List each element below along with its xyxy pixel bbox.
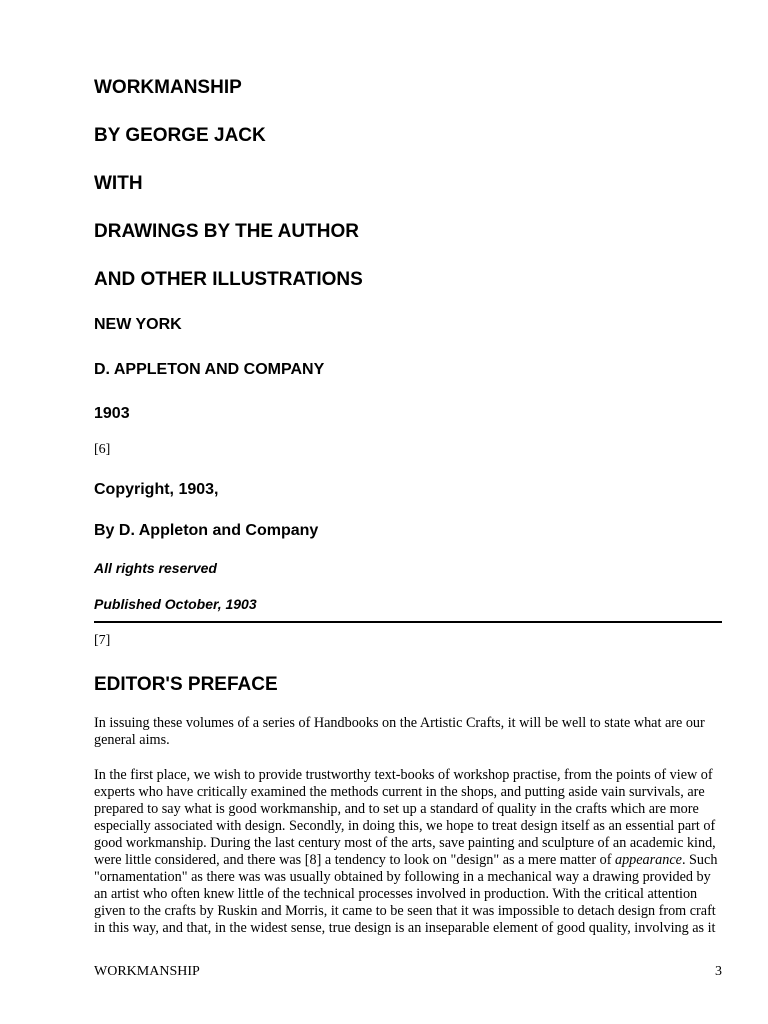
- copyright-holder: By D. Appleton and Company: [94, 522, 319, 539]
- year-line: 1903: [94, 405, 130, 422]
- book-title: WORKMANSHIP: [94, 77, 242, 98]
- author-line: BY GEORGE JACK: [94, 125, 266, 146]
- page-marker: [6]: [94, 442, 111, 457]
- preface-paragraph: In issuing these volumes of a series of Handbooks on the Artistic Crafts, it will be well to state what are our general aims.: [94, 715, 705, 748]
- footer-running-title: WORKMANSHIP: [94, 964, 200, 979]
- publisher-line: D. APPLETON AND COMPANY: [94, 361, 325, 378]
- preface-text: In the first place, we wish to provide trustworthy text-books of workshop practise, from the points of view of experts who have critically examined the methods current in the shops, and putting aside vain survivals, are prepared to say what is good workmanship, and to set up a standard of quality in the crafts which are more especially associated with design. Secondly, in doing this, we hope to treat design itself as an essential part of good workmanship. During the last century most of the arts, save painting and sculpture of an academic kind, were little considered, and there was [8] a tendency to look on "design" as a mere matter of: [94, 767, 716, 868]
- illustrations-line: AND OTHER ILLUSTRATIONS: [94, 269, 363, 290]
- emphasis-text: appearance: [614, 852, 682, 868]
- drawings-line: DRAWINGS BY THE AUTHOR: [94, 221, 359, 242]
- rights-reserved: All rights reserved: [94, 560, 217, 576]
- footer-page-number: 3: [715, 964, 722, 979]
- copyright-line: Copyright, 1903,: [94, 481, 219, 498]
- horizontal-rule: [94, 621, 722, 623]
- preface-text: . Such "ornamentation" as there was was usually obtained by following in a mechanical way a drawing provided by an artist who often knew little of the technical processes involved in production. With the critical attention given to the crafts by Ruskin and Morris, it came to be seen that it was impossible to detach design from craft in this way, and that, in the widest sense, true design is an inseparable element of good quality, involving as it: [94, 852, 718, 936]
- preface-paragraph: [94, 767, 722, 937]
- preface-heading: EDITOR'S PREFACE: [94, 674, 278, 695]
- publication-date: Published October, 1903: [94, 596, 257, 612]
- page-marker: [7]: [94, 633, 111, 648]
- city-line: NEW YORK: [94, 316, 182, 333]
- with-line: WITH: [94, 173, 143, 194]
